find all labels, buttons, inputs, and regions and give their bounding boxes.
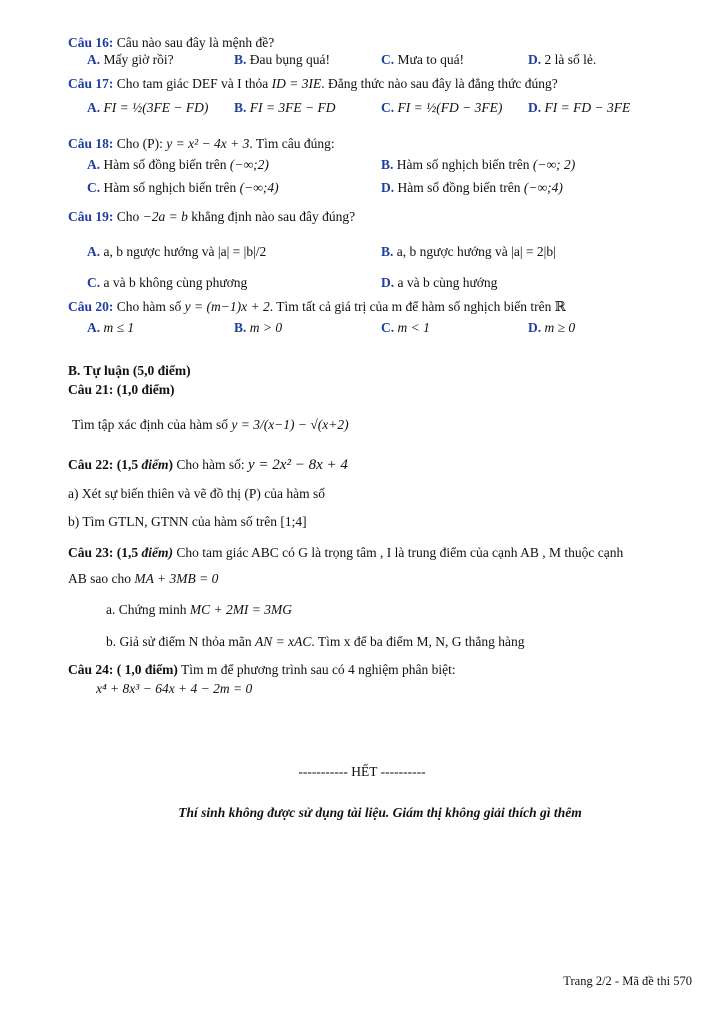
page-number: Trang 2/2 - Mã đề thi 570 xyxy=(563,974,692,988)
q19-option-c: C. a và b không cùng phương xyxy=(87,275,248,290)
question-23-cont: AB sao cho MA + 3MB = 0 xyxy=(68,571,219,586)
question-22-part-a: a) Xét sự biến thiên và vẽ đồ thị (P) của hàm số xyxy=(68,486,326,501)
q17-option-a: A. FI = ½(3FE − FD) xyxy=(87,100,209,115)
q20-option-a: A. m ≤ 1 xyxy=(87,320,135,335)
question-23: Câu 23: (1,5 điểm) Cho tam giác ABC có G là trọng tâm , I là trung điểm của cạnh AB , M thuộc cạnh xyxy=(68,545,624,560)
q19-option-a: A. a, b ngược hướng và |a| = |b|/2 xyxy=(87,244,267,259)
q20-option-d: D. m ≥ 0 xyxy=(528,320,576,335)
q18-option-c: C. Hàm số nghịch biến trên (−∞;4) xyxy=(87,180,279,195)
q16-option-a: A. Mấy giờ rồi? xyxy=(87,52,174,67)
question-20: Câu 20: Cho hàm số y = (m−1)x + 2. Tìm tất cả giá trị của m để hàm số nghịch biến trên ℝ xyxy=(68,299,566,314)
q18-option-b: B. Hàm số nghịch biến trên (−∞; 2) xyxy=(381,157,576,172)
q19-option-b: B. a, b ngược hướng và |a| = 2|b| xyxy=(381,244,556,259)
q16-option-d: D. 2 là số lẻ. xyxy=(528,52,597,67)
section-heading-part-b: B. Tự luận (5,0 điểm) xyxy=(68,363,191,378)
q16-option-c: C. Mưa to quá! xyxy=(381,52,465,67)
q17-option-c: C. FI = ½(FD − 3FE) xyxy=(381,100,503,115)
question-18: Câu 18: Cho (P): y = x² − 4x + 3. Tìm câu đúng: xyxy=(68,136,335,151)
q16-option-b: B. Đau bụng quá! xyxy=(234,52,330,67)
question-23-part-b: b. Giả sử điểm N thỏa mãn AN = xAC. Tìm x để ba điểm M, N, G thẳng hàng xyxy=(106,634,525,649)
q17-option-b: B. FI = 3FE − FD xyxy=(234,100,336,115)
question-22: Câu 22: (1,5 điểm) Cho hàm số: y = 2x² − 8x + 4 xyxy=(68,457,348,473)
question-17: Câu 17: Cho tam giác DEF và I thỏa ID = 3IE. Đẳng thức nào sau đây là đẳng thức đúng? xyxy=(68,76,558,91)
exam-note: Thí sinh không được sử dụng tài liệu. Giám thị không giải thích gì thêm xyxy=(178,805,582,820)
question-24-equation: x⁴ + 8x³ − 64x + 4 − 2m = 0 xyxy=(96,681,253,696)
question-23-part-a: a. Chứng minh MC + 2MI = 3MG xyxy=(106,602,293,617)
q20-option-b: B. m > 0 xyxy=(234,320,283,335)
question-16: Câu 16: Câu nào sau đây là mệnh đề? xyxy=(68,35,275,50)
end-marker: ----------- HẾT ---------- xyxy=(298,764,426,779)
q18-option-d: D. Hàm số đồng biến trên (−∞;4) xyxy=(381,180,563,195)
q17-option-d: D. FI = FD − 3FE xyxy=(528,100,631,115)
q19-option-d: D. a và b cùng hướng xyxy=(381,275,498,290)
question-19: Câu 19: Cho −2a = b khẳng định nào sau đây đúng? xyxy=(68,209,356,224)
question-21-heading: Câu 21: (1,0 điểm) xyxy=(68,382,175,397)
question-21: Tìm tập xác định của hàm số y = 3/(x−1) − √(x+2) xyxy=(72,417,349,432)
question-24: Câu 24: ( 1,0 điểm) Tìm m để phương trình sau có 4 nghiệm phân biệt: xyxy=(68,662,456,677)
q18-option-a: A. Hàm số đồng biến trên (−∞;2) xyxy=(87,157,269,172)
question-22-part-b: b) Tìm GTLN, GTNN của hàm số trên [1;4] xyxy=(68,514,307,529)
q20-option-c: C. m < 1 xyxy=(381,320,430,335)
